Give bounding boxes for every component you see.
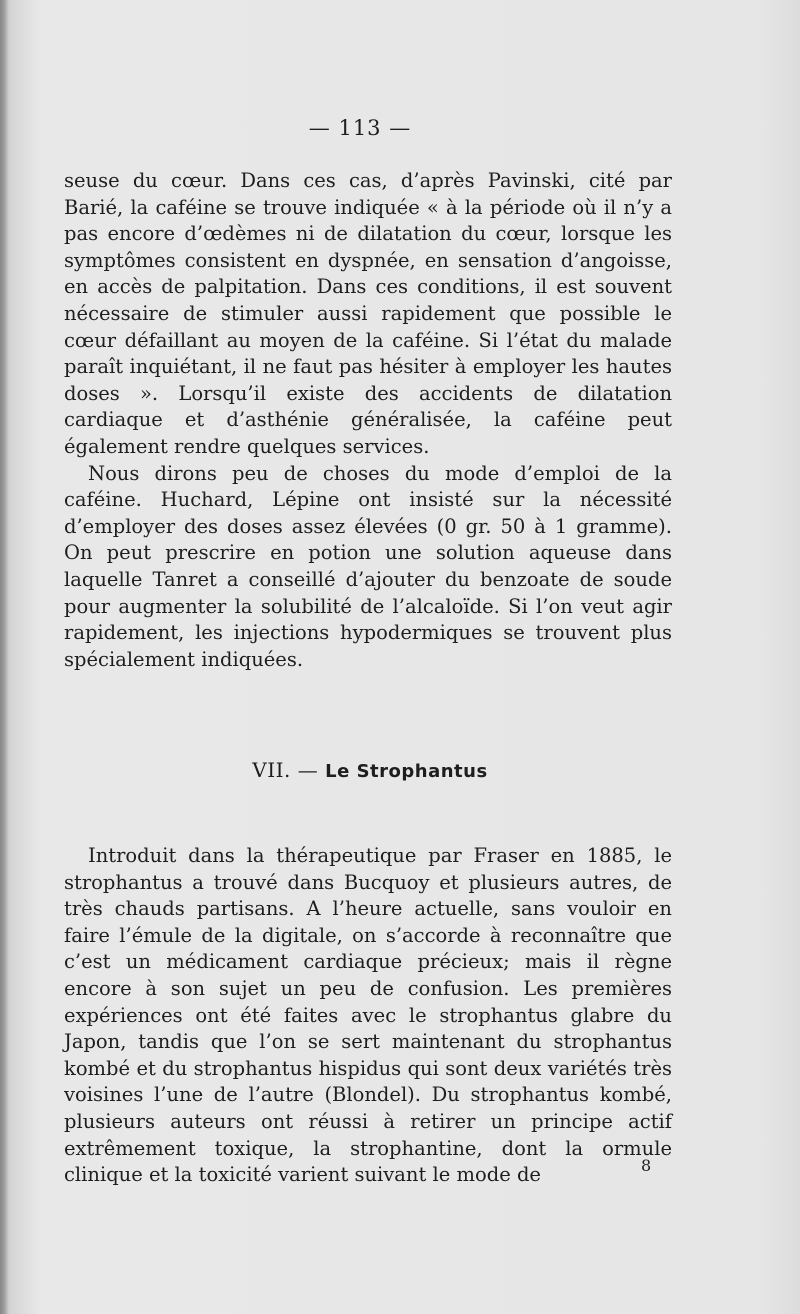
caffeine-text-block (64, 168, 672, 673)
paragraph-caffeine-indications: seuse du cœur. Dans ces cas, d’après Pavinski, cité par Barié, la caféine se trouve indiquée « à la période où il n’y a pas encore d’œdèmes ni de dilatation du cœur, lorsque les symptômes consistent en dyspnée, en sensation d’angoisse, en accès de palpitation. Dans ces conditions, il est souvent nécessaire de stimuler aussi rapidement que possible le cœur défaillant au moyen de la caféine. Si l’état du malade paraît inquiétant, il ne faut pas hésiter à employer les hautes doses ». Lorsqu’il existe des accidents de dilatation cardiaque et d’asthénie généralisée, la caféine peut également rendre quelques services. (64, 169, 672, 458)
paragraph-strophantus-intro: Introduit dans la thérapeutique par Fraser en 1885, le strophantus a trouvé dans Bucquoy et plusieurs autres, de très chauds partisans. A l’heure actuelle, sans vouloir en faire l’émule de la digitale, on s’accorde à reconnaître que c’est un médicament cardiaque précieux; mais il règne encore à son sujet un peu de confusion. Les premières expériences ont été faites avec le strophantus glabre du Japon, tandis que l’on se sert maintenant du strophantus kombé et du strophantus hispidus qui sont deux variétés très voisines l’une de l’autre (Blondel). Du strophantus kombé, plusieurs auteurs ont réussi à retirer un principe actif extrêmement toxique, la strophantine, dont la ormule clinique et la toxicité varient suivant le mode de (64, 844, 672, 1187)
page-number: — 113 — (308, 116, 412, 140)
page-gutter-shadow (0, 0, 8, 1314)
section-heading (0, 758, 740, 782)
section-title: Le Strophantus (325, 761, 488, 782)
section-number: VII. — (252, 758, 319, 782)
paragraph-caffeine-dosage: Nous dirons peu de choses du mode d’emploi de la caféine. Huchard, Lépine ont insisté sur la nécessité d’employer des doses assez élevées (0 gr. 50 à 1 gramme). On peut prescrire en potion une solution aqueuse dans laquelle Tanret a conseillé d’ajouter du benzoate de soude pour augmenter la solubilité de l’alcaloïde. Si l’on veut agir rapidement, les injections hypodermiques se trouvent plus spécialement indiquées. (64, 461, 672, 671)
strophantus-text-block (64, 843, 672, 1189)
printer-signature-mark: 8 (641, 1156, 652, 1175)
